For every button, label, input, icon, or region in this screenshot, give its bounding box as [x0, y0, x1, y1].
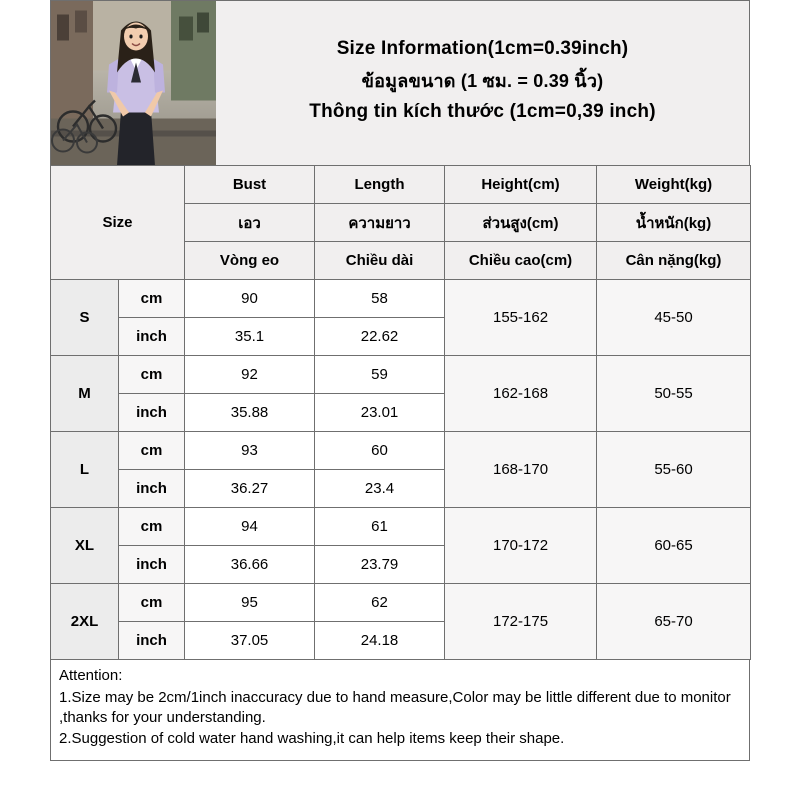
table-row [51, 584, 751, 622]
attention-block [50, 660, 750, 761]
row-size-m: M [51, 356, 119, 432]
col-length-en: Length [315, 166, 445, 204]
cell-height: 155-162 [445, 280, 597, 356]
attention-title: Attention: [59, 667, 123, 684]
unit-inch: inch [119, 470, 185, 508]
cell-height: 172-175 [445, 584, 597, 660]
row-size-2xl: 2XL [51, 584, 119, 660]
title-line-en: Size Information(1cm=0.39inch) [336, 37, 629, 59]
unit-cm: cm [119, 432, 185, 470]
table-row [51, 280, 751, 318]
cell-bust-cm: 93 [185, 432, 315, 470]
col-height-vi: Chiều cao(cm) [445, 242, 597, 280]
col-height-en: Height(cm) [445, 166, 597, 204]
cell-height: 162-168 [445, 356, 597, 432]
cell-length-cm: 61 [315, 508, 445, 546]
col-length-vi: Chiều dài [315, 242, 445, 280]
cell-length-inch: 23.01 [315, 394, 445, 432]
col-bust-vi: Vòng eo [185, 242, 315, 280]
col-length-th: ความยาว [315, 204, 445, 242]
unit-cm: cm [119, 356, 185, 394]
cell-bust-inch: 35.1 [185, 318, 315, 356]
attention-line-2: 2.Suggestion of cold water hand washing,it can help items keep their shape. [59, 730, 565, 748]
cell-bust-cm: 90 [185, 280, 315, 318]
cell-length-cm: 59 [315, 356, 445, 394]
col-weight-th: น้ำหนัก(kg) [597, 204, 751, 242]
row-size-s: S [51, 280, 119, 356]
cell-length-inch: 24.18 [315, 622, 445, 660]
cell-bust-inch: 36.66 [185, 546, 315, 584]
cell-bust-cm: 95 [185, 584, 315, 622]
col-weight-vi: Cân nặng(kg) [597, 242, 751, 280]
col-weight-en: Weight(kg) [597, 166, 751, 204]
cell-bust-inch: 35.88 [185, 394, 315, 432]
row-size-l: L [51, 432, 119, 508]
cell-bust-inch: 36.27 [185, 470, 315, 508]
cell-length-inch: 22.62 [315, 318, 445, 356]
unit-inch: inch [119, 546, 185, 584]
unit-inch: inch [119, 622, 185, 660]
attention-line-1: 1.Size may be 2cm/1inch inaccuracy due to hand measure,Color may be little different due to monitor ,thanks for your understanding. [59, 688, 731, 727]
table-row [51, 508, 751, 546]
unit-inch: inch [119, 394, 185, 432]
cell-bust-inch: 37.05 [185, 622, 315, 660]
size-word-cell: Size [51, 166, 185, 280]
cell-length-cm: 62 [315, 584, 445, 622]
unit-cm: cm [119, 508, 185, 546]
cell-height: 168-170 [445, 432, 597, 508]
cell-weight: 55-60 [597, 432, 751, 508]
table-header-row-en [51, 166, 751, 204]
title-block [216, 1, 749, 165]
table-row [51, 356, 751, 394]
cell-weight: 45-50 [597, 280, 751, 356]
photo-illustration [51, 1, 216, 165]
cell-length-cm: 60 [315, 432, 445, 470]
cell-weight: 50-55 [597, 356, 751, 432]
unit-cm: cm [119, 280, 185, 318]
cell-bust-cm: 92 [185, 356, 315, 394]
size-table [50, 165, 751, 660]
unit-inch: inch [119, 318, 185, 356]
title-line-th: ข้อมูลขนาด (1 ซม. = 0.39 นิ้ว) [361, 70, 604, 91]
chart-header [50, 0, 750, 165]
cell-length-cm: 58 [315, 280, 445, 318]
col-bust-en: Bust [185, 166, 315, 204]
product-photo [51, 1, 216, 165]
cell-bust-cm: 94 [185, 508, 315, 546]
col-height-th: ส่วนสูง(cm) [445, 204, 597, 242]
title-line-vi: Thông tin kích thước (1cm=0,39 inch) [309, 100, 656, 122]
unit-cm: cm [119, 584, 185, 622]
col-bust-th: เอว [185, 204, 315, 242]
cell-weight: 65-70 [597, 584, 751, 660]
row-size-xl: XL [51, 508, 119, 584]
cell-weight: 60-65 [597, 508, 751, 584]
table-row [51, 432, 751, 470]
cell-height: 170-172 [445, 508, 597, 584]
cell-length-inch: 23.4 [315, 470, 445, 508]
cell-length-inch: 23.79 [315, 546, 445, 584]
